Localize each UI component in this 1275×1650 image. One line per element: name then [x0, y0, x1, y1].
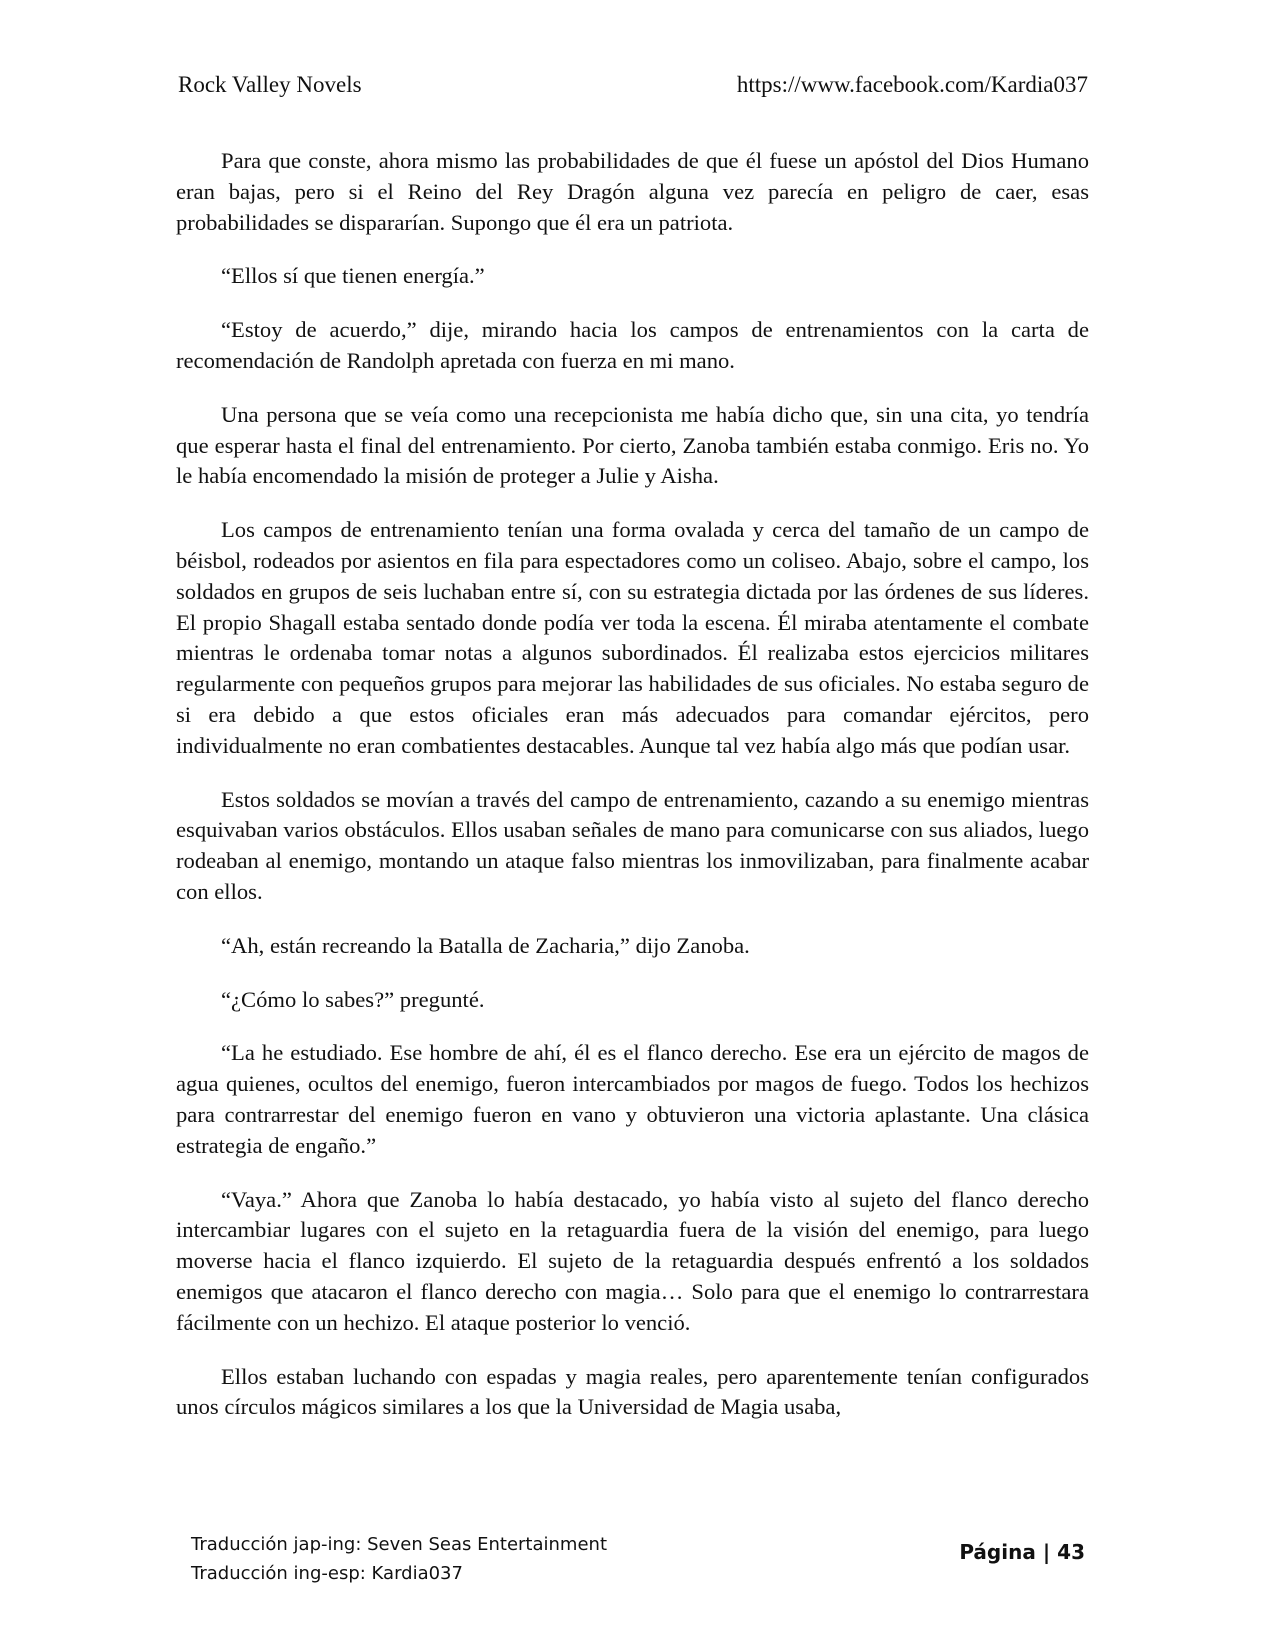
header-facebook-url: https://www.facebook.com/Kardia037 [736, 72, 1088, 97]
paragraph: Ellos estaban luchando con espadas y magia reales, pero aparentemente tenían configurados unos círculos mágicos similares a los que la Universidad de Magia usaba, [176, 1363, 1089, 1420]
paragraph: “¿Cómo lo sabes?” pregunté. [221, 986, 485, 1012]
paragraph: “Estoy de acuerdo,” dije, mirando hacia los campos de entrenamientos con la carta de recomendación de Randolph apretada con fuerza en mi mano. [176, 317, 1089, 373]
credit-eng-esp: Traducción ing-esp: Kardia037 [191, 1563, 463, 1584]
paragraph: Para que conste, ahora mismo las probabilidades de que él fuese un apóstol del Dios Humano eran bajas, pero si el Reino del Rey Dragón alguna vez parecía en peligro de caer, esas probabilidades se dispararían. Supongo que él era un patriota. [176, 148, 1089, 235]
header-site-name: Rock Valley Novels [178, 72, 362, 97]
paragraph: “Ellos sí que tienen energía.” [221, 263, 485, 289]
paragraph: “Ah, están recreando la Batalla de Zacharia,” dijo Zanoba. [221, 932, 750, 958]
page-header [178, 72, 1088, 98]
page-separator: | [1042, 1540, 1051, 1564]
page-number: 43 [1057, 1540, 1085, 1564]
paragraph: “Vaya.” Ahora que Zanoba lo había destacado, yo había visto al sujeto del flanco derecho intercambiar lugares con el sujeto en la retaguardia fuera de la visión del enemigo, para luego moverse hacia el flanco izquierdo. El sujeto de la retaguardia después enfrentó a los soldados enemigos que atacaron el flanco derecho con magia… Solo para que el enemigo lo contrarrestara fácilmente con un hechizo. El ataque posterior lo venció. [176, 1186, 1089, 1335]
paragraph: Los campos de entrenamiento tenían una forma ovalada y cerca del tamaño de un campo de béisbol, rodeados por asientos en fila para espectadores como un coliseo. Abajo, sobre el campo, los soldados en grupos de seis luchaban entre sí, con su estrategia dictada por las órdenes de sus líderes. El propio Shagall estaba sentado donde podía ver toda la escena. Él miraba atentamente el combate mientras le ordenaba tomar notas a algunos subordinados. Él realizaba estos ejercicios militares regularmente con pequeños grupos para mejorar las habilidades de sus oficiales. No estaba seguro de si era debido a que estos oficiales eran más adecuados para comandar ejércitos, pero individualmente no eran combatientes destacables. Aunque tal vez había algo más que podían usar. [176, 517, 1089, 758]
page-label: Página [959, 1540, 1036, 1564]
translation-credits [191, 1530, 607, 1588]
body-text [176, 146, 1089, 1446]
page-number-block [959, 1540, 1085, 1564]
paragraph: Una persona que se veía como una recepcionista me había dicho que, sin una cita, yo tendría que esperar hasta el final del entrenamiento. Por cierto, Zanoba también estaba conmigo. Eris no. Yo le había encomendado la misión de proteger a Julie y Aisha. [176, 401, 1089, 489]
credit-jap-eng: Traducción jap-ing: Seven Seas Entertainment [191, 1534, 607, 1555]
paragraph: Estos soldados se movían a través del campo de entrenamiento, cazando a su enemigo mientras esquivaban varios obstáculos. Ellos usaban señales de mano para comunicarse con sus aliados, luego rodeaban al enemigo, montando un ataque falso mientras los inmovilizaban, para finalmente acabar con ellos. [176, 786, 1089, 904]
paragraph: “La he estudiado. Ese hombre de ahí, él es el flanco derecho. Ese era un ejército de magos de agua quienes, ocultos del enemigo, fueron intercambiados por magos de fuego. Todos los hechizos para contrarrestar del enemigo fueron en vano y obtuvieron una victoria aplastante. Una clásica estrategia de engaño.” [176, 1040, 1089, 1158]
page-footer [191, 1530, 1089, 1588]
